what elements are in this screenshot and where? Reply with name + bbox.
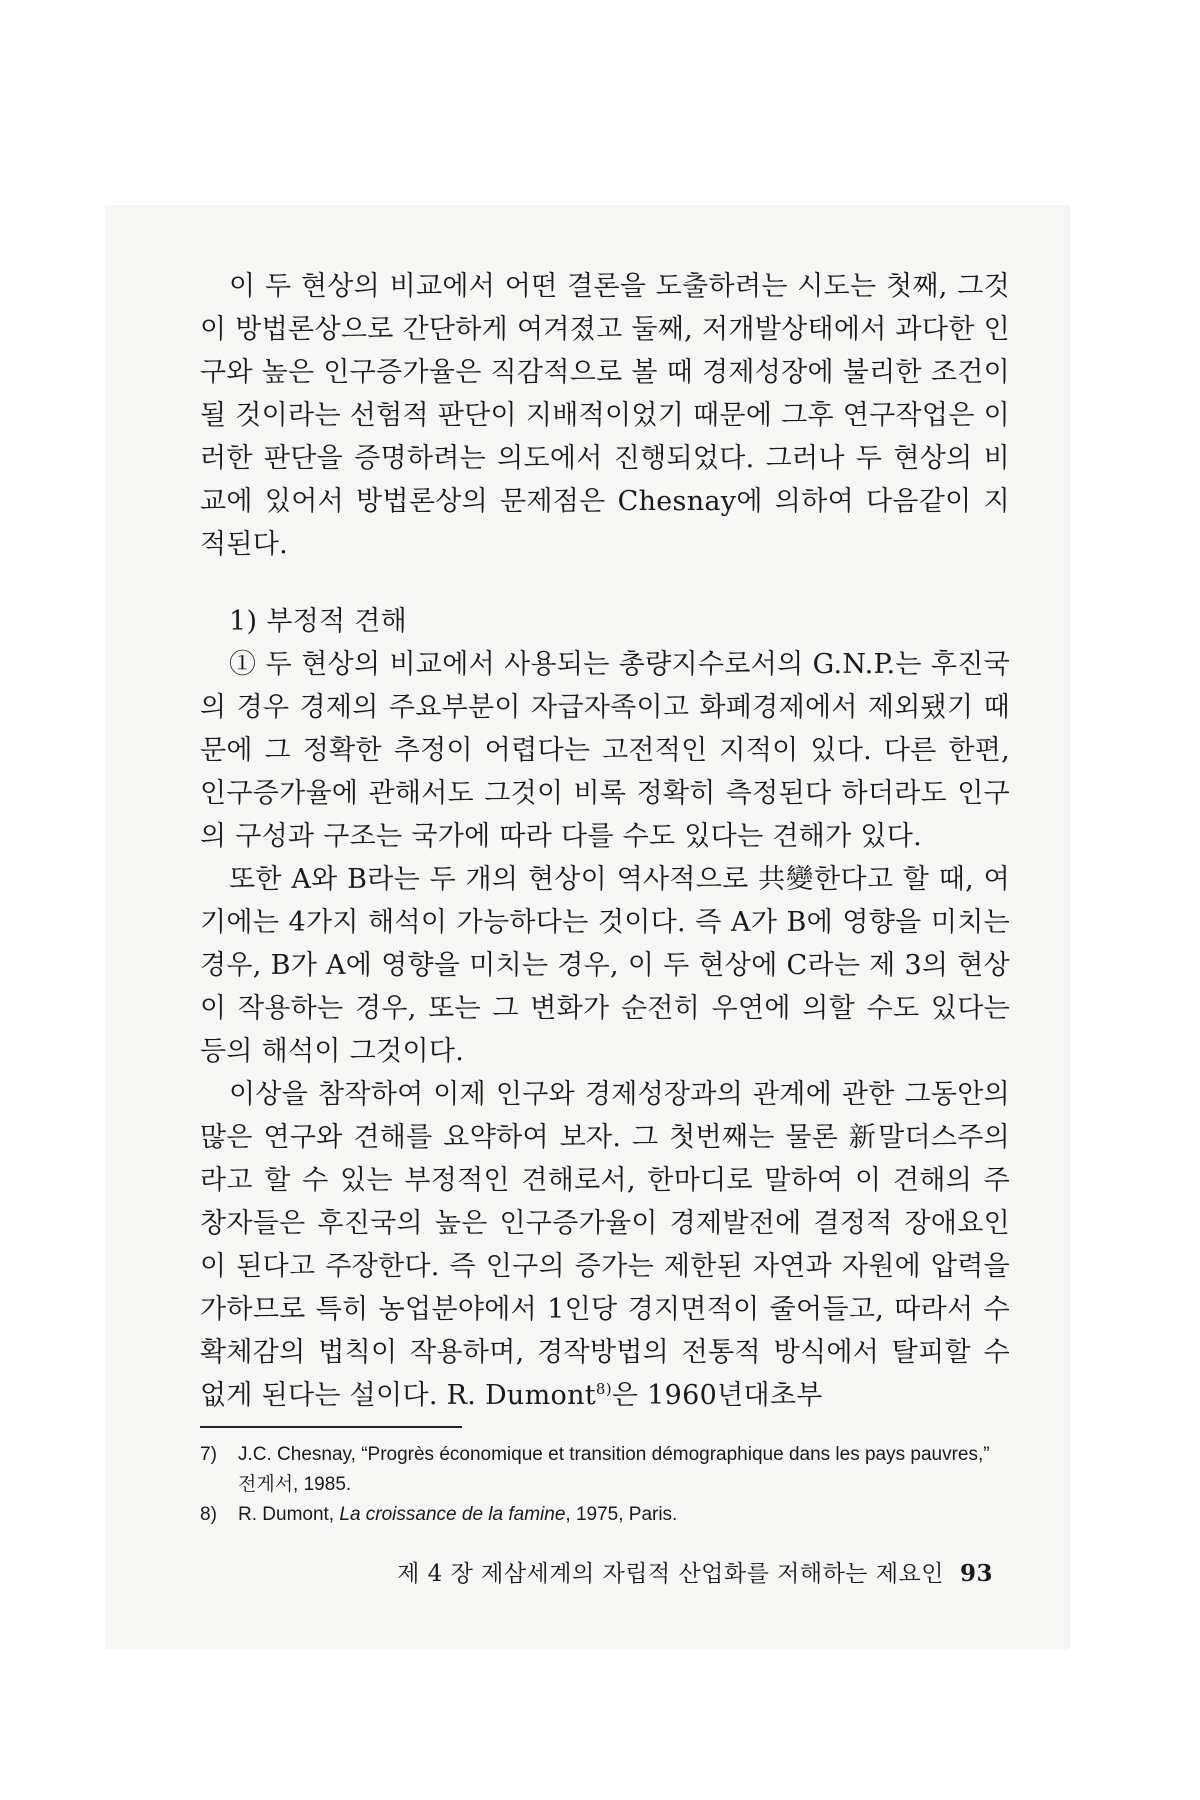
- running-footer: [397, 1555, 993, 1588]
- footnote-text-author: R. Dumont,: [238, 1504, 340, 1525]
- body-text-main: [200, 643, 1010, 1417]
- footnote-8: [200, 1500, 1010, 1530]
- footnote-ref-8[interactable]: 8): [595, 1380, 612, 1398]
- paragraph-neo-malthusian: [200, 1073, 1010, 1417]
- footnote-divider: [200, 1426, 462, 1428]
- footnote-number: 8): [200, 1504, 217, 1525]
- page-number: 93: [959, 1560, 993, 1587]
- footnotes: [200, 1440, 1010, 1530]
- paragraph-comparison-attempts: 이 두 현상의 비교에서 어떤 결론을 도출하려는 시도는 첫째, 그것이 방법론상으로 간단하게 여겨졌고 둘째, 저개발상태에서 과다한 인구와 높은 인구증가율은 직감적으로 볼 때 경제성장에 불리한 조건이 될 것이라는 선험적 판단이 지배적이었기 때문에 그후 연구작업은 이러한 판단을 증명하려는 의도에서 진행되었다. 그러나 두 현상의 비교에 있어서 방법론상의 문제점은 Chesnay에 의하여 다음같이 지적된다.: [200, 271, 1010, 560]
- section-heading-block: [200, 600, 1010, 643]
- paragraph-covariation: 또한 A와 B라는 두 개의 현상이 역사적으로 共變한다고 할 때, 여기에는 4가지 해석이 가능하다는 것이다. 즉 A가 B에 영향을 미치는 경우, B가 A에 영향을 미치는 경우, 이 두 현상에 C라는 제 3의 현상이 작용하는 경우, 또는 그 변화가 순전히 우연에 의할 수도 있다는 등의 해석이 그것이다.: [200, 864, 1010, 1067]
- paragraph-neo-malthusian-end: 은 1960년대초부: [611, 1380, 823, 1411]
- paragraph-neo-malthusian-text: 이상을 참작하여 이제 인구와 경제성장과의 관계에 관한 그동안의 많은 연구와 견해를 요약하여 보자. 그 첫번째는 물론 新말더스주의라고 할 수 있는 부정적인 견해로서, 한마디로 말하여 이 견해의 주창자들은 후진국의 높은 인구증가율이 경제발전에 결정적 장애요인이 된다고 주장한다. 즉 인구의 증가는 제한된 자연과 자원에 압력을 가하므로 특히 농업분야에서 1인당 경지면적이 줄어들고, 따라서 수확체감의 법칙이 작용하며, 경작방법의 전통적 방식에서 탈피할 수 없게 된다는 설이다. R. Dumont: [200, 1079, 1010, 1411]
- footnote-number: 7): [200, 1444, 217, 1465]
- footnote-book-title: La croissance de la famine: [339, 1504, 566, 1525]
- footnote-text: J.C. Chesnay, “Progrès économique et transition démographique dans les pays pauvres,” 전게서, 1985.: [238, 1444, 990, 1495]
- section-heading-negative-view: 1) 부정적 견해: [229, 606, 407, 637]
- body-text-top: [200, 265, 1010, 566]
- paragraph-gnp-estimation: ① 두 현상의 비교에서 사용되는 총량지수로서의 G.N.P.는 후진국의 경우 경제의 주요부분이 자급자족이고 화폐경제에서 제외됐기 때문에 그 정확한 추정이 어렵다는 고전적인 지적이 있다. 다른 한편, 인구증가율에 관해서도 그것이 비록 정확히 측정된다 하더라도 인구의 구성과 구조는 국가에 따라 다를 수도 있다는 견해가 있다.: [200, 649, 1010, 852]
- footnote-7: [200, 1440, 1010, 1500]
- chapter-title: 제 4 장 제삼세계의 자립적 산업화를 저해하는 제요인: [397, 1561, 944, 1587]
- footnote-text-pub: , 1975, Paris.: [565, 1504, 678, 1525]
